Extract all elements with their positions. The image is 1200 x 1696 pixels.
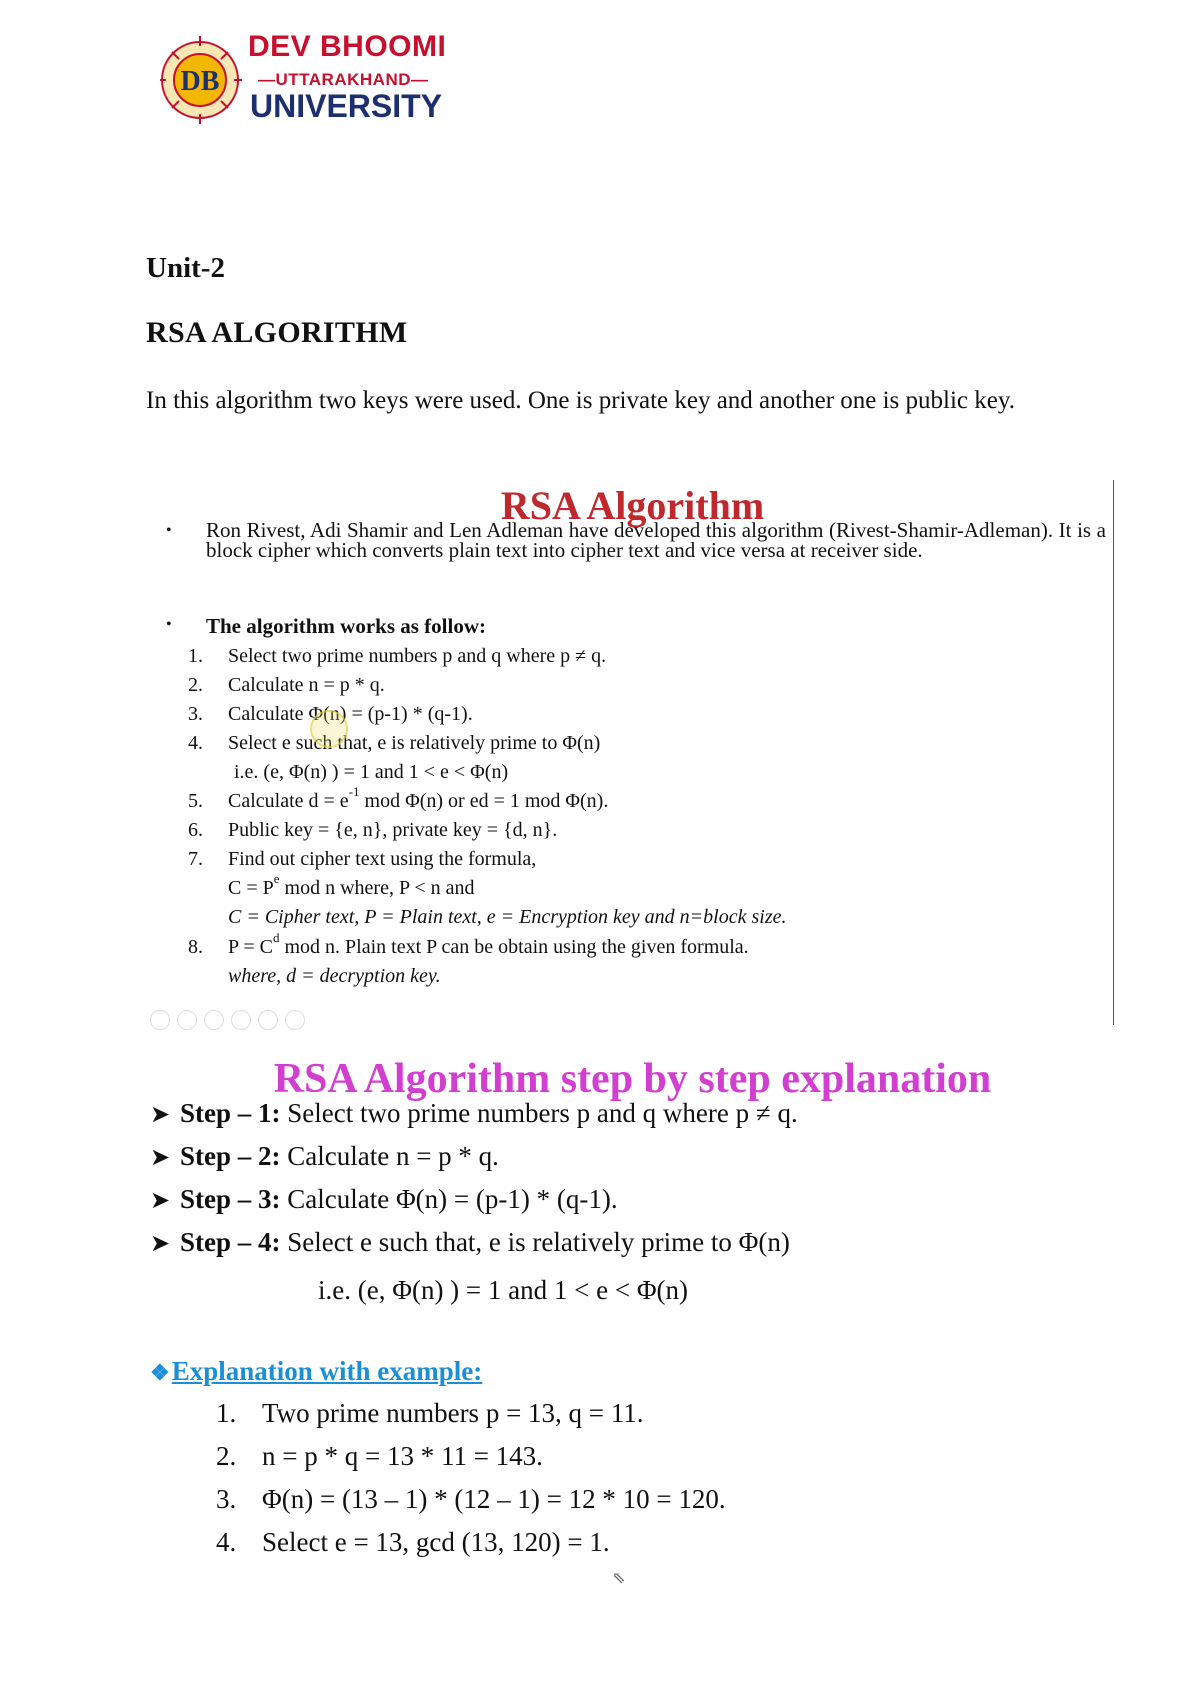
step-text: Calculate Φ(n) = (p-1) * (q-1). [280, 1184, 618, 1214]
step-4-continuation: i.e. (e, Φ(n) ) = 1 and 1 < e < Φ(n) [234, 761, 509, 783]
superscript: -1 [348, 784, 360, 799]
algorithm-step [188, 674, 385, 697]
svg-text:DB: DB [180, 66, 220, 97]
step-text: Select e such that, e is relatively prime to Φ(n) [280, 1227, 790, 1257]
university-emblem-icon [160, 30, 242, 130]
arrow-bullet-icon: ➤ [150, 1102, 171, 1128]
step-label: Step – 1: [180, 1098, 281, 1128]
step-text: Find out cipher text using the formula, [228, 848, 537, 870]
step-number: 1. [188, 645, 203, 667]
step-text: Select two prime numbers p and q where p ≠ q. [280, 1098, 798, 1128]
algorithm-step [188, 848, 536, 871]
item-text: n = p * q = 13 * 11 = 143. [262, 1441, 543, 1471]
intro-paragraph: In this algorithm two keys were used. One is private key and another one is public key. [146, 387, 1015, 414]
step-number: 8. [188, 936, 203, 958]
explanation-step [150, 1098, 798, 1129]
step-text: P = C [228, 936, 273, 958]
example-item [216, 1527, 610, 1558]
university-logo [160, 30, 460, 130]
step-text: Calculate n = p * q. [280, 1141, 499, 1171]
arrow-bullet-icon: ➤ [150, 1145, 171, 1171]
step-number: 6. [188, 819, 203, 841]
algorithm-step [188, 930, 749, 959]
cursor-highlight-icon [310, 710, 348, 748]
item-text: Φ(n) = (13 – 1) * (12 – 1) = 12 * 10 = 120. [262, 1484, 726, 1514]
item-text: Two prime numbers p = 13, q = 11. [262, 1398, 644, 1428]
mouse-pointer-icon: ⇖ [612, 1570, 626, 1587]
step-label: Step – 4: [180, 1227, 281, 1257]
slide-bullet-1: Ron Rivest, Adi Shamir and Len Adleman have developed this algorithm (Rivest-Shamir-Adleman). It is a block cipher which converts plain text into cipher text and vice versa at receiver side. [206, 518, 1106, 562]
arrow-bullet-icon: ➤ [150, 1231, 171, 1257]
explanation-step [150, 1141, 499, 1172]
item-text: Select e = 13, gcd (13, 120) = 1. [262, 1527, 610, 1557]
step-text: mod Φ(n) or ed = 1 mod Φ(n). [359, 790, 609, 812]
item-number: 3. [216, 1484, 237, 1514]
algorithm-step [188, 819, 557, 842]
step-label: Step – 3: [180, 1184, 281, 1214]
example-item [216, 1398, 644, 1429]
prev-slide-icon [150, 1010, 170, 1030]
logo-line-2: —UTTARAKHAND— [258, 70, 429, 89]
step-text: Public key = {e, n}, private key = {d, n}. [228, 819, 558, 841]
formula-text: C = P [228, 877, 274, 899]
step-by-step-title: RSA Algorithm step by step explanation [273, 1056, 992, 1102]
step-text: mod n. Plain text P can be obtain using the given formula. [279, 936, 749, 958]
diamond-bullet-icon: ❖ [150, 1360, 170, 1385]
zoom-icon [258, 1010, 278, 1030]
more-options-icon [285, 1010, 305, 1030]
document-title: RSA ALGORITHM [146, 316, 408, 349]
explanation-step [150, 1184, 618, 1215]
decryption-definition: where, d = decryption key. [228, 965, 441, 987]
formula-text: mod n where, P < n and [279, 877, 475, 899]
arrow-bullet-icon: ➤ [150, 1188, 171, 1214]
logo-line-1: DEV BHOOMI [248, 30, 447, 63]
slide-rsa-algorithm [150, 470, 1115, 1030]
slides-grid-icon [231, 1010, 251, 1030]
example-item [216, 1441, 543, 1472]
algorithm-step [188, 784, 609, 813]
slide-border [1113, 480, 1114, 1025]
step-text: Calculate Φ(n) = (p-1) * (q-1). [228, 703, 473, 725]
step-text: Select two prime numbers p and q where p ≠ q. [228, 645, 607, 667]
step-text: Calculate n = p * q. [228, 674, 385, 696]
step-text: Select e such that, e is relatively prime to Φ(n) [228, 732, 601, 754]
example-item [216, 1484, 726, 1515]
explanation-step [150, 1227, 790, 1258]
item-number: 4. [216, 1527, 237, 1557]
next-slide-icon [177, 1010, 197, 1030]
step-number: 3. [188, 703, 203, 725]
algorithm-step [188, 645, 606, 668]
example-heading-text: Explanation with example: [171, 1356, 483, 1386]
bullet-icon: • [166, 616, 172, 633]
algorithm-step [188, 732, 600, 755]
pen-icon [204, 1010, 224, 1030]
unit-heading: Unit-2 [146, 252, 225, 284]
slide-title: RSA Algorithm [500, 483, 765, 528]
step-4-continuation: i.e. (e, Φ(n) ) = 1 and 1 < e < Φ(n) [318, 1275, 689, 1305]
superscript: d [273, 930, 280, 945]
example-heading [150, 1356, 482, 1387]
item-number: 2. [216, 1441, 237, 1471]
logo-line-3: UNIVERSITY [250, 88, 443, 124]
cipher-definitions: C = Cipher text, P = Plain text, e = Encryption key and n=block size. [228, 906, 787, 928]
item-number: 1. [216, 1398, 237, 1428]
slide-toolbar [150, 1010, 312, 1030]
bullet-icon: • [166, 522, 172, 539]
slide-bullet-2: The algorithm works as follow: [206, 614, 486, 638]
step-label: Step – 2: [180, 1141, 281, 1171]
superscript: e [273, 871, 280, 886]
step-number: 5. [188, 790, 203, 812]
step-number: 2. [188, 674, 203, 696]
step-text: Calculate d = e [228, 790, 349, 812]
step-number: 7. [188, 848, 203, 870]
step-number: 4. [188, 732, 203, 754]
cipher-formula [228, 871, 475, 900]
